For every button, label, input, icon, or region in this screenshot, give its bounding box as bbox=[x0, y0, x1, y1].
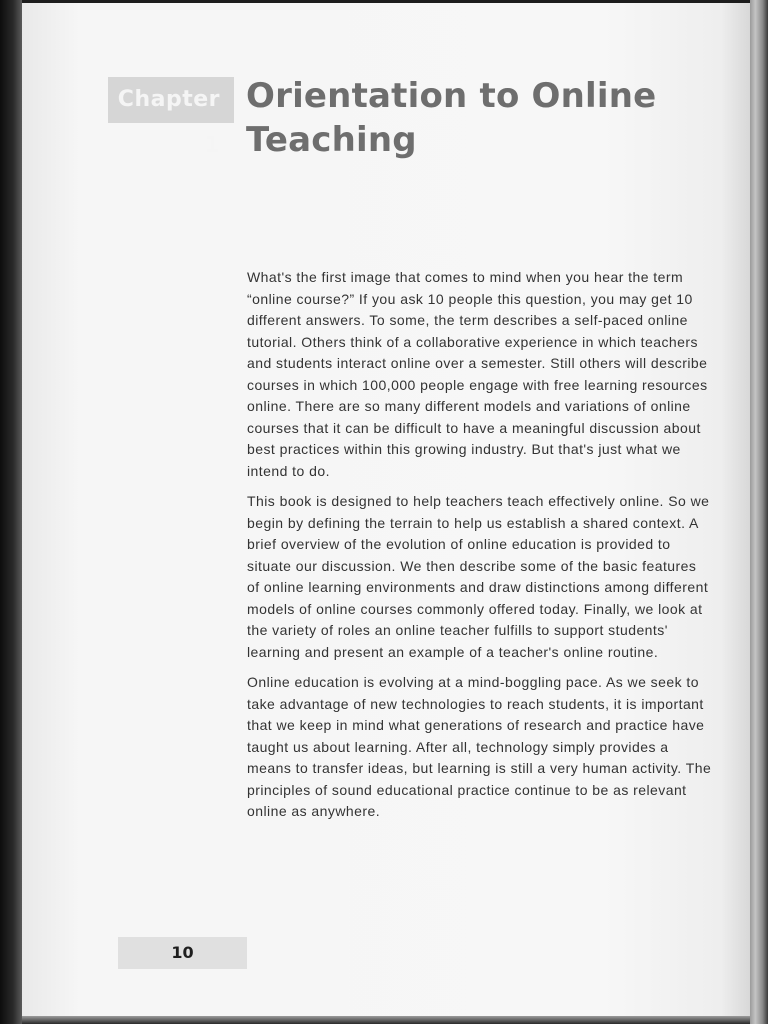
body-paragraph-1: What's the first image that comes to mind when you hear the term “online course?” If you ask 10 people this question, you may get 10 different answers. To some, the term describes a self-paced online tutorial. Others think of a collaborative experience in which teachers and students interact online over a semester. Still others will describe courses in which 100,000 people engage with free learning resources online. There are so many different models and variations of online courses that it can be difficult to have a meaningful discussion about best practices within this growing industry. But that's just what we intend to do. bbox=[247, 269, 708, 479]
body-paragraph-2: This book is designed to help teachers teach effectively online. So we begin by defining the terrain to help us establish a shared context. A brief overview of the evolution of online education is provided to situate our discussion. We then describe some of the basic features of online learning environments and draw distinctions among different models of online courses commonly offered today. Finally, we look at the variety of roles an online teacher fulfills to support students' learning and present an example of a teacher's online routine. bbox=[247, 493, 710, 660]
chapter-label: Chapter 1 bbox=[108, 77, 234, 123]
book-spine-shadow bbox=[0, 0, 22, 1024]
body-paragraph-3: Online education is evolving at a mind-boggling pace. As we seek to take advantage of new technologies to reach students, it is important that we keep in mind what generations of research and practice have taught us about learning. After all, technology simply provides a means to transfer ideas, but learning is still a very human activity. The principles of sound educational practice continue to be as relevant online as anywhere. bbox=[247, 674, 712, 819]
page-number: 10 bbox=[171, 943, 194, 962]
chapter-body bbox=[247, 267, 713, 832]
page-edge-right bbox=[750, 0, 768, 1024]
page-edge-bottom bbox=[22, 1016, 750, 1024]
chapter-title: Orientation to Online Teaching bbox=[246, 76, 657, 160]
